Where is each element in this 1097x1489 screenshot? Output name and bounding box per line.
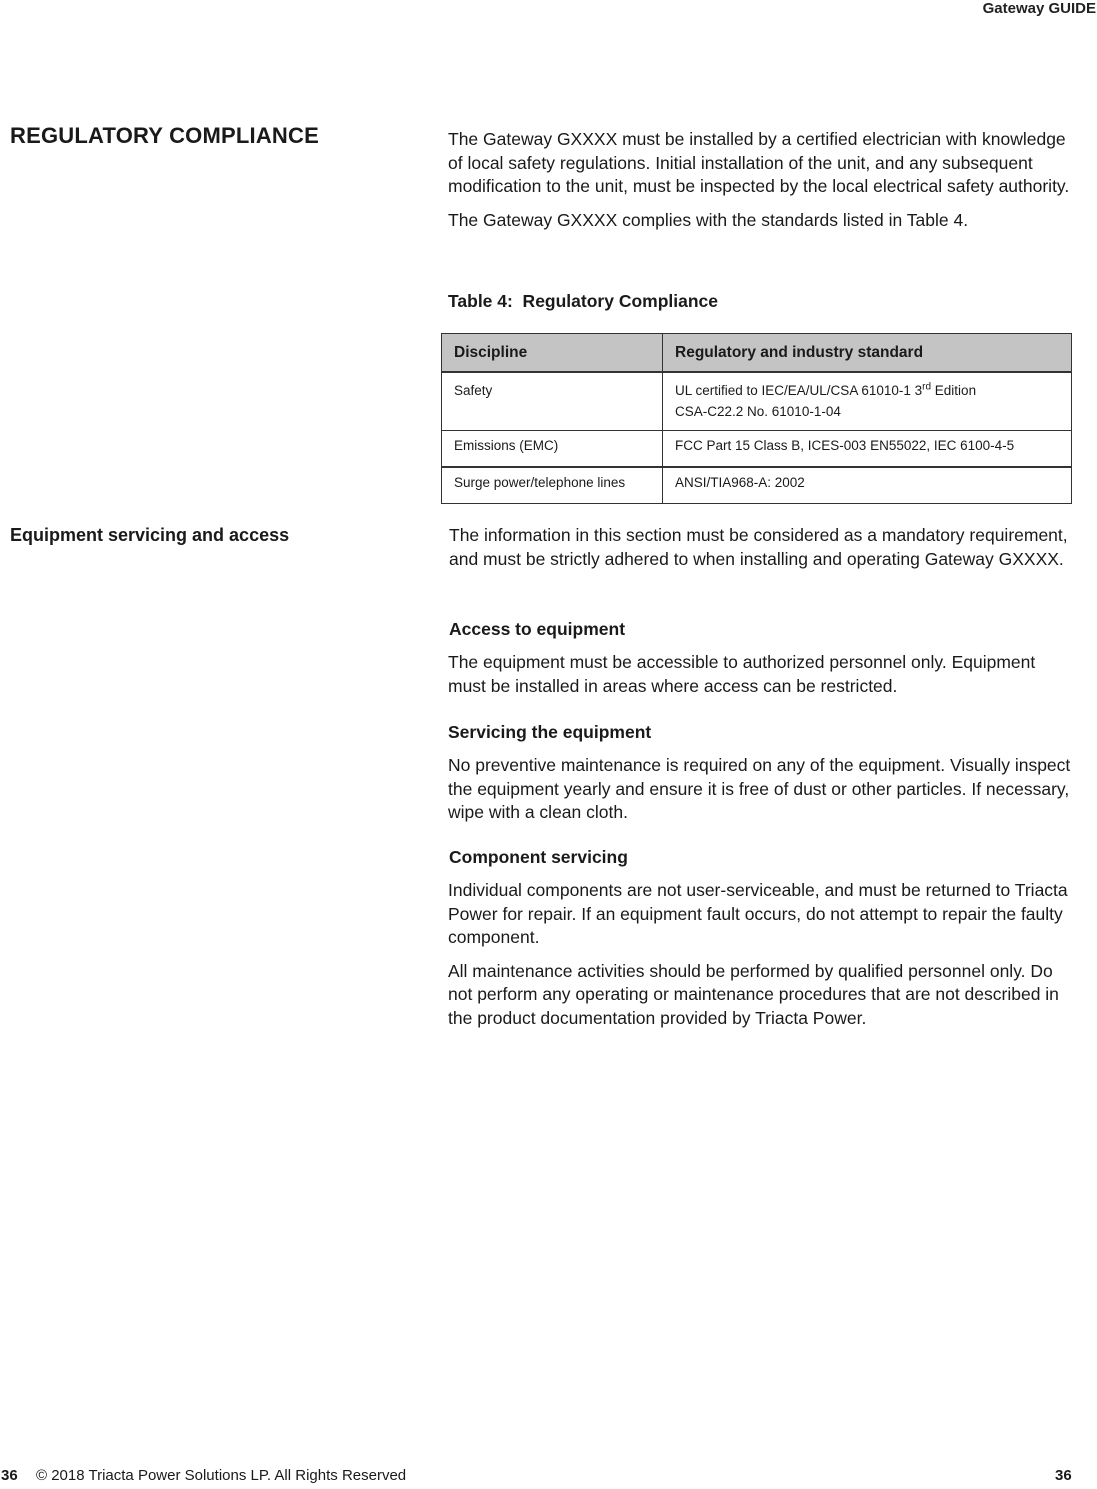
access-paragraph: The equipment must be accessible to authorized personnel only. Equipment must be installed in areas where access can be restricted. [448, 652, 1036, 696]
regulatory-intro-block [448, 128, 1078, 232]
page-number-right: 36 [1055, 1467, 1072, 1484]
standard-text-tail: Edition [931, 383, 977, 398]
standard-text: UL certified to IEC/EA/UL/CSA 61010-1 3 [675, 383, 923, 398]
cell-discipline: Surge power/telephone lines [442, 467, 663, 504]
cell-standard [663, 372, 1072, 431]
column-header-discipline: Discipline [442, 334, 663, 373]
cell-discipline: Safety [442, 372, 663, 431]
component-paragraph-1: Individual components are not user-serviceable, and must be returned to Triacta Power for repair. If an equipment fault occurs, do not attempt to repair the faulty component. [448, 880, 1068, 947]
component-text-block [448, 879, 1078, 1030]
table-row [442, 431, 1072, 468]
section-heading-regulatory-compliance: REGULATORY COMPLIANCE [10, 123, 319, 148]
table-row [442, 372, 1072, 431]
equipment-intro-paragraph: The information in this section must be considered as a mandatory requirement, and must be strictly adhered to when installing and operating Gateway GXXXX. [449, 525, 1068, 569]
running-header-title: Gateway GUIDE [982, 0, 1096, 17]
component-paragraph-2: All maintenance activities should be performed by qualified personnel only. Do not perform any operating or maintenance procedures that are not described in the product documentation provided by Triacta Power. [448, 960, 1059, 1028]
standard-line [675, 380, 1059, 401]
copyright-notice: © 2018 Triacta Power Solutions LP. All Rights Reserved [36, 1467, 407, 1484]
subheading-access-to-equipment: Access to equipment [449, 619, 626, 639]
column-header-standard: Regulatory and industry standard [663, 334, 1072, 373]
cell-standard: ANSI/TIA968-A: 2002 [663, 467, 1072, 504]
table-header-row [442, 334, 1072, 373]
cell-discipline: Emissions (EMC) [442, 431, 663, 468]
cell-standard: FCC Part 15 Class B, ICES-003 EN55022, IEC 6100-4-5 [663, 431, 1072, 468]
regulatory-paragraph-2: The Gateway GXXXX complies with the standards listed in Table 4. [448, 209, 969, 230]
page-number-left: 36 [1, 1467, 18, 1484]
access-text-block [448, 651, 1078, 698]
standard-line-2: CSA-C22.2 No. 61010-1-04 [675, 404, 841, 419]
servicing-paragraph: No preventive maintenance is required on any of the equipment. Visually inspect the equipment yearly and ensure it is free of dust or other particles. If necessary, wipe with a clean cloth. [448, 755, 1071, 822]
equipment-intro [449, 524, 1079, 571]
section-heading-equipment-servicing: Equipment servicing and access [10, 525, 290, 545]
table-row [442, 467, 1072, 504]
regulatory-paragraph-1: The Gateway GXXXX must be installed by a certified electrician with knowledge of local safety regulations. Initial installation of the unit, and any subsequent modification to the unit, must be inspected by the local electrical safety authority. [448, 129, 1070, 196]
ordinal-suffix: rd [922, 381, 932, 393]
subheading-servicing-equipment: Servicing the equipment [448, 722, 652, 742]
servicing-text-block [448, 754, 1078, 825]
subheading-component-servicing: Component servicing [449, 847, 628, 867]
regulatory-compliance-table [441, 333, 1072, 504]
table-caption: Table 4: Regulatory Compliance [448, 291, 719, 311]
